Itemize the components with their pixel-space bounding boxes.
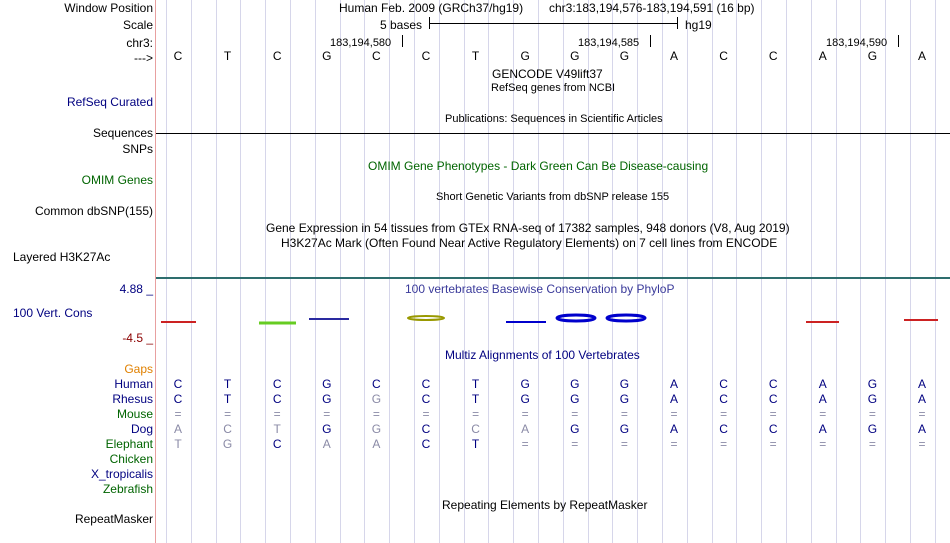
- alignment-base: =: [224, 407, 232, 421]
- layered-h3k27ac-label[interactable]: Layered H3K27Ac: [13, 250, 111, 264]
- sequences-label[interactable]: Sequences: [92, 126, 153, 140]
- coord-1: 183,194,580: [330, 37, 392, 49]
- snps-label[interactable]: SNPs: [122, 142, 153, 156]
- repeatmasker-label[interactable]: RepeatMasker: [74, 512, 153, 526]
- alignment-base: =: [571, 437, 579, 451]
- alignment-base: C: [719, 422, 728, 436]
- vert-cons-label[interactable]: 100 Vert. Cons: [13, 306, 93, 320]
- alignment-base: C: [421, 422, 431, 436]
- base-letter: C: [719, 49, 728, 63]
- alignment-base: =: [819, 437, 827, 451]
- scale-text: 5 bases: [380, 18, 423, 32]
- base-letter: G: [867, 49, 878, 63]
- alignment-base: =: [422, 407, 430, 421]
- base-letter: C: [173, 49, 183, 63]
- alignment-base: A: [669, 392, 678, 406]
- base-letter: G: [619, 49, 630, 63]
- alignment-base: =: [918, 437, 926, 451]
- alignment-base: A: [818, 377, 827, 391]
- alignment-base: T: [471, 392, 480, 406]
- alignment-base: C: [471, 422, 480, 436]
- h3k27ac-title[interactable]: H3K27Ac Mark (Often Found Near Active Regulatory Elements) on 7 cell lines from ENCODE: [281, 236, 778, 250]
- alignment-base: G: [570, 377, 580, 391]
- gencode-title[interactable]: GENCODE V49lift37: [492, 67, 603, 81]
- alignment-base: =: [720, 407, 728, 421]
- base-letter: G: [520, 49, 530, 63]
- alignment-base: A: [917, 377, 926, 391]
- alignment-base: C: [768, 377, 778, 391]
- alignment-base: C: [372, 377, 381, 391]
- species-label[interactable]: Rhesus: [112, 392, 153, 406]
- alignment-base: G: [619, 392, 630, 406]
- window-position-label: Window Position: [64, 1, 153, 15]
- alignment-base: G: [520, 377, 530, 391]
- cons-bar-blue-4: [607, 315, 645, 321]
- base-letter: G: [322, 49, 332, 63]
- alignment-base: A: [917, 392, 926, 406]
- alignment-base: =: [620, 407, 628, 421]
- alignment-base: C: [421, 392, 431, 406]
- alignment-base: G: [867, 392, 878, 406]
- alignment-base: =: [273, 407, 281, 421]
- alignment-base: =: [918, 407, 926, 421]
- alignment-base: A: [521, 422, 530, 436]
- alignment-base: =: [868, 407, 876, 421]
- publications-title[interactable]: Publications: Sequences in Scientific Articles: [445, 113, 663, 125]
- alignment-base: A: [669, 422, 678, 436]
- strand-label[interactable]: --->: [134, 51, 153, 65]
- alignment-base: =: [868, 437, 876, 451]
- alignment-base: =: [720, 437, 728, 451]
- alignment-base: C: [768, 392, 778, 406]
- alignment-base: C: [173, 377, 183, 391]
- alignment-base: G: [322, 377, 332, 391]
- alignment-base: =: [472, 407, 480, 421]
- species-label[interactable]: Dog: [130, 422, 153, 436]
- alignment-base: G: [371, 392, 382, 406]
- coord-2: 183,194,585: [578, 37, 640, 49]
- alignment-base: T: [471, 377, 480, 391]
- repeatmasker-title[interactable]: Repeating Elements by RepeatMasker: [442, 498, 648, 512]
- refseq-title[interactable]: RefSeq genes from NCBI: [491, 82, 616, 94]
- base-letter: T: [471, 49, 480, 63]
- alignment-base: A: [669, 377, 678, 391]
- alignment-base: T: [223, 377, 232, 391]
- refseq-curated-label[interactable]: RefSeq Curated: [66, 95, 153, 109]
- species-label[interactable]: Zebrafish: [102, 482, 153, 496]
- alignment-base: =: [670, 407, 678, 421]
- cons-bar-blue-3: [557, 315, 595, 321]
- alignment-base: =: [521, 437, 529, 451]
- cons-max-label: 4.88 _: [119, 282, 153, 296]
- alignment-base: =: [769, 407, 777, 421]
- alignment-base: C: [421, 377, 431, 391]
- base-letter: A: [818, 49, 827, 63]
- base-letter: A: [669, 49, 678, 63]
- alignment-base: A: [322, 437, 331, 451]
- alignment-base: =: [323, 407, 331, 421]
- base-letter: C: [272, 49, 282, 63]
- alignment-base: =: [174, 407, 182, 421]
- alignment-base: G: [520, 392, 530, 406]
- chrom-label: chr3:: [126, 36, 153, 50]
- cons-min-label: -4.5 _: [122, 331, 153, 345]
- scale-label: Scale: [122, 18, 153, 32]
- alignment-base: A: [818, 422, 827, 436]
- alignment-base: =: [571, 407, 579, 421]
- scale-db: hg19: [685, 18, 712, 32]
- coord-3: 183,194,590: [826, 37, 888, 49]
- alignment-base: C: [421, 437, 431, 451]
- conservation-title[interactable]: 100 vertebrates Basewise Conservation by PhyloP: [405, 282, 675, 296]
- alignment-base: G: [322, 422, 332, 436]
- alignment-base: C: [272, 392, 282, 406]
- alignment-base: T: [223, 392, 232, 406]
- alignment-base: =: [372, 407, 380, 421]
- omim-genes-label[interactable]: OMIM Genes: [81, 173, 153, 187]
- assembly-title: Human Feb. 2009 (GRCh37/hg19): [339, 1, 524, 15]
- alignment-base: =: [521, 407, 529, 421]
- alignment-base: G: [222, 437, 233, 451]
- conservation-plot: [156, 0, 950, 543]
- dbsnp-title[interactable]: Short Genetic Variants from dbSNP release 155: [436, 191, 670, 203]
- alignment-base: C: [719, 377, 728, 391]
- alignment-base: T: [174, 437, 182, 451]
- alignment-base: A: [173, 422, 182, 436]
- base-letter: G: [570, 49, 580, 63]
- base-letter: C: [768, 49, 778, 63]
- alignment-base: A: [372, 437, 381, 451]
- alignment-base: G: [570, 422, 580, 436]
- alignment-base: G: [867, 422, 878, 436]
- base-letter: T: [223, 49, 232, 63]
- common-dbsnp-label[interactable]: Common dbSNP(155): [34, 204, 153, 218]
- window-position-text: chr3:183,194,576-183,194,591 (16 bp): [549, 1, 755, 15]
- base-letter: A: [917, 49, 926, 63]
- alignment-base: =: [620, 437, 628, 451]
- alignment-base: T: [471, 437, 480, 451]
- base-letter: C: [372, 49, 381, 63]
- gaps-label[interactable]: Gaps: [124, 362, 153, 376]
- alignment-base: =: [819, 407, 827, 421]
- base-letter: C: [421, 49, 431, 63]
- species-label[interactable]: X_tropicalis: [90, 467, 153, 481]
- alignment-base: G: [867, 377, 878, 391]
- alignment-base: G: [371, 422, 382, 436]
- alignment-base: C: [272, 437, 282, 451]
- alignment-base: C: [173, 392, 183, 406]
- cons-bar-olive: [408, 316, 444, 320]
- alignment-base: =: [769, 437, 777, 451]
- alignment-base: C: [272, 377, 282, 391]
- alignment-base: =: [670, 437, 678, 451]
- species-label[interactable]: Chicken: [109, 452, 153, 466]
- species-label[interactable]: Elephant: [105, 437, 153, 451]
- multiz-title[interactable]: Multiz Alignments of 100 Vertebrates: [445, 348, 640, 362]
- alignment-base: C: [768, 422, 778, 436]
- alignment-base: G: [619, 422, 630, 436]
- alignment-base: A: [917, 422, 926, 436]
- alignment-base: A: [818, 392, 827, 406]
- alignment-base: T: [273, 422, 281, 436]
- track-labels-sidebar: [0, 0, 155, 543]
- omim-title[interactable]: OMIM Gene Phenotypes - Dark Green Can Be Disease-causing: [368, 159, 709, 173]
- track-display-area[interactable]: [156, 0, 950, 543]
- alignment-base: G: [570, 392, 580, 406]
- species-label[interactable]: Human: [114, 377, 153, 391]
- gtex-title[interactable]: Gene Expression in 54 tissues from GTEx RNA-seq of 17382 samples, 948 donors (V8, Aug 2019): [266, 221, 790, 235]
- alignment-base: G: [322, 392, 332, 406]
- alignment-base: C: [223, 422, 232, 436]
- alignment-base: G: [619, 377, 630, 391]
- species-label[interactable]: Mouse: [116, 407, 153, 421]
- alignment-base: C: [719, 392, 728, 406]
